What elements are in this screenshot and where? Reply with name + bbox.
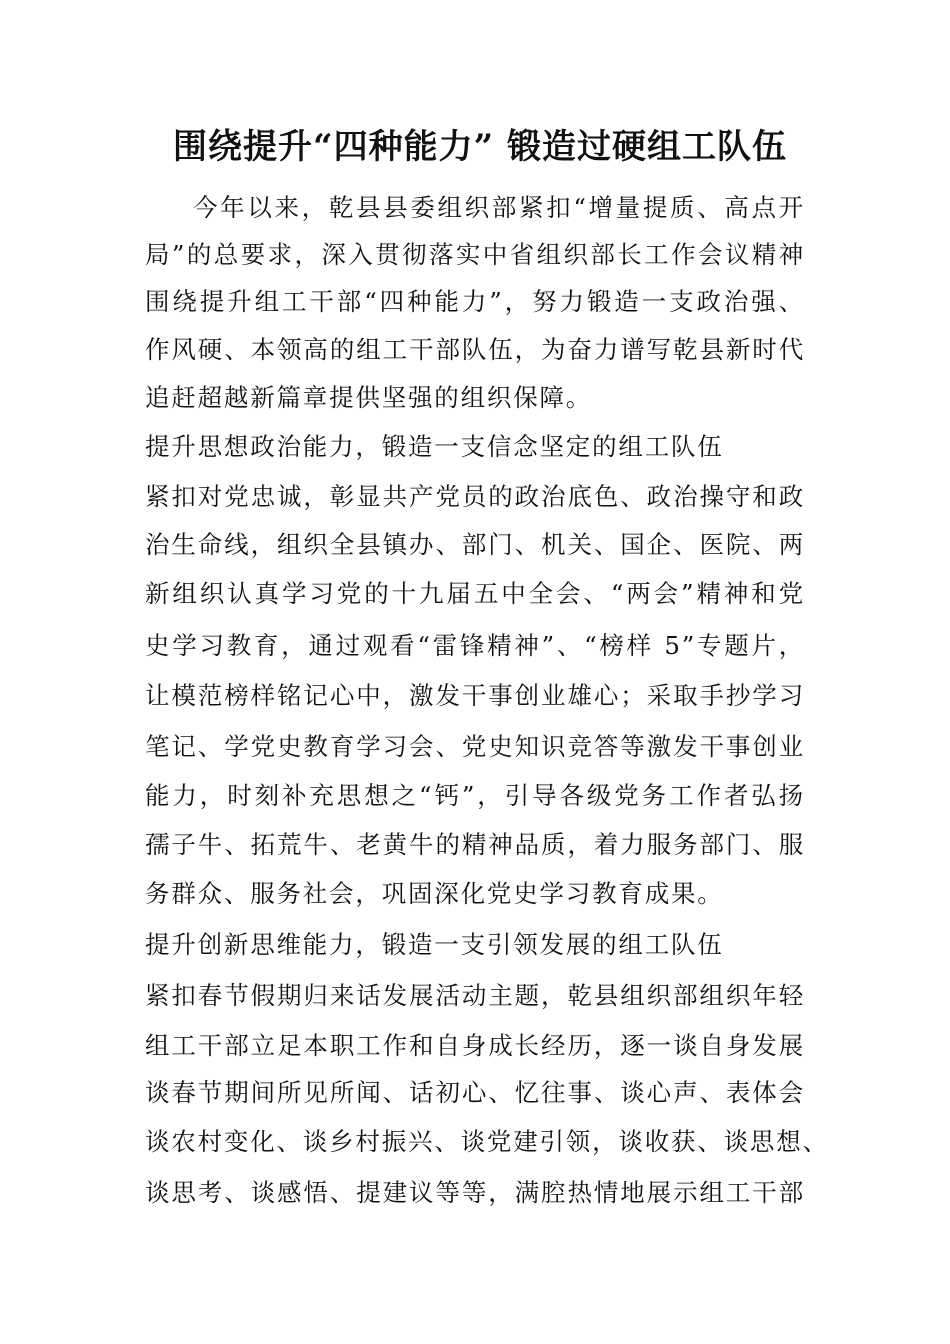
section-heading: 提升创新思维能力，锻造一支引领发展的组工队伍 [145,930,724,959]
body-line: 孺子牛、拓荒牛、老黄牛的精神品质，着力服务部门、服 [145,830,805,859]
body-line: 作风硬、本领高的组工干部队伍，为奋力谱写乾县新时代 [145,335,805,364]
document-title: 围绕提升“四种能力” 锻造过硬组工队伍 [173,127,787,167]
body-line: 能力，时刻补充思想之“钙”，引导各级党务工作者弘扬 [145,781,805,810]
body-line: 新组织认真学习党的十九届五中全会、“两会”精神和党 [145,579,805,608]
body-line: 局”的总要求，深入贯彻落实中省组织部长工作会议精神 [145,240,805,269]
body-line: 谈农村变化、谈乡村振兴、谈党建引领，谈收获、谈思想、 [145,1127,829,1156]
section-heading: 提升思想政治能力，锻造一支信念坚定的组工队伍 [145,432,724,461]
body-line: 紧扣春节假期归来话发展活动主题，乾县组织部组织年轻 [145,981,805,1010]
body-line: 谈思考、谈感悟、提建议等等，满腔热情地展示组工干部 [145,1178,805,1207]
body-line: 笔记、学党史教育学习会、党史知识竞答等激发干事创业 [145,732,805,761]
body-line: 史学习教育，通过观看“雷锋精神”、“榜样 5”专题片， [145,631,805,660]
body-line: 今年以来，乾县县委组织部紧扣“增量提质、高点开 [193,193,805,222]
body-line: 务群众、服务社会，巩固深化党史学习教育成果。 [145,879,724,908]
body-line: 治生命线，组织全县镇办、部门、机关、国企、医院、两 [145,530,805,559]
body-line: 谈春节期间所见所闻、话初心、忆往事、谈心声、表体会 [145,1078,805,1107]
body-line: 追赶超越新篇章提供坚强的组织保障。 [145,383,593,412]
body-line: 让模范榜样铭记心中，激发干事创业雄心；采取手抄学习 [145,681,805,710]
body-line: 紧扣对党忠诚，彰显共产党员的政治底色、政治操守和政 [145,482,805,511]
body-line: 组工干部立足本职工作和自身成长经历，逐一谈自身发展 [145,1031,805,1060]
body-line: 围绕提升组工干部“四种能力”，努力锻造一支政治强、 [145,287,805,316]
